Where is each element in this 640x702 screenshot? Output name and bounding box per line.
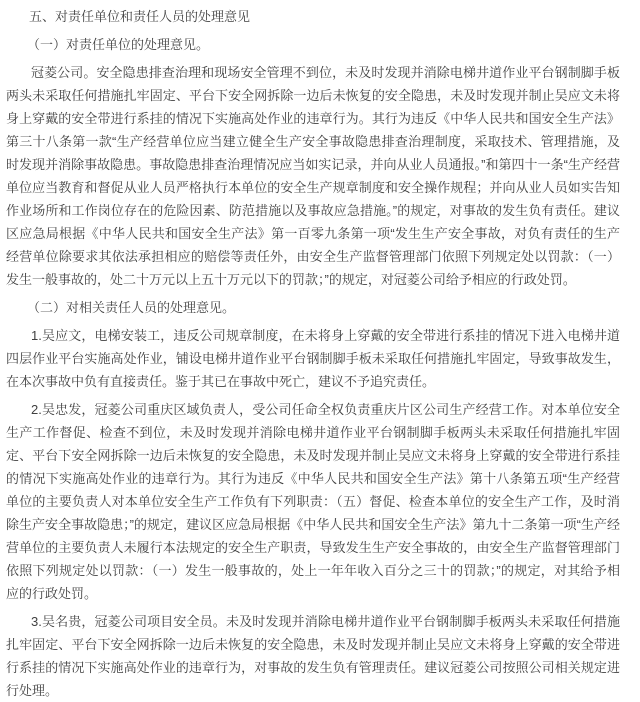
responsible-unit-paragraph: 冠菱公司。安全隐患排查治理和现场安全管理不到位，未及时发现并消除电梯井道作业平台钢制脚手板两头未采取任何措施扎牢固定、平台下安全网拆除一边后未恢复的安全隐患，未及时发现并制止吴应文未将身上穿戴的安全带进行系挂的情况下实施高处作业的违章行为。其行为违反《中华人民共和国安全生产法》第三十八条第一款“生产经营单位应当建立健全生产安全事故隐患排查治理制度，采取技术、管理措施，及时发现并消除事故隐患。事故隐患排查治理情况应当如实记录，并向从业人员通报。”和第四十一条“生产经营单位应当教育和督促从业人员严格执行本单位的安全生产规章制度和安全操作规程；并向从业人员如实告知作业场所和工作岗位存在的危险因素、防范措施以及事故应急措施。”的规定，对事故的发生负有责任。建议区应急局根据《中华人民共和国安全生产法》第一百零九条第一项“发生生产安全事故，对负有责任的生产经营单位除要求其依法承担相应的赔偿等责任外，由安全生产监督管理部门依照下列规定处以罚款：（一）发生一般事故的，处二十万元以上五十万元以下的罚款；”的规定，对冠菱公司给予相应的行政处罚。 — [6, 65, 620, 287]
subsection-persons-heading: （二）对相关责任人员的处理意见。 — [27, 300, 236, 315]
subsection-unit-heading: （一）对责任单位的处理意见。 — [27, 37, 210, 52]
responsible-person-item-2: 2.吴忠发，冠菱公司重庆区域负责人，受公司任命全权负责重庆片区公司生产经营工作。对本单位安全生产工作督促、检查不到位，未及时发现并消除电梯井道作业平台钢制脚手板两头未采取任何措施扎牢固定、平台下安全网拆除一边后未恢复的安全隐患，未及时发现并制止吴应文未将身上穿戴的安全带进行系挂的情况下实施高处作业的违章行为。其行为违反《中华人民共和国安全生产法》第十八条第五项“生产经营单位的主要负责人对本单位安全生产工作负有下列职责：（五）督促、检查本单位的安全生产工作，及时消除生产安全事故隐患；”的规定，建议区应急局根据《中华人民共和国安全生产法》第九十二条第一项“生产经营单位的主要负责人未履行本法规定的安全生产职责，导致发生生产安全事故的，由安全生产监督管理部门依照下列规定处以罚款：（一）发生一般事故的，处上一年年收入百分之三十的罚款；”的规定，对其给予相应的行政处罚。 — [6, 402, 620, 601]
section-title: 五、对责任单位和责任人员的处理意见 — [29, 9, 251, 24]
responsible-person-item-1: 1.吴应文，电梯安装工，违反公司规章制度，在未将身上穿戴的安全带进行系挂的情况下进入电梯井道四层作业平台实施高处作业，铺设电梯井道作业平台钢制脚手板未采取任何措施扎牢固定，导致事故发生，在本次事故中负有直接责任。鉴于其已在事故中死亡，建议不予追究责任。 — [6, 328, 620, 389]
responsible-person-item-3: 3.吴名贵，冠菱公司项目安全员。未及时发现并消除电梯井道作业平台钢制脚手板两头未采取任何措施扎牢固定、平台下安全网拆除一边后未恢复的安全隐患，未及时发现并制止吴应文未将身上穿戴的安全带进行系挂的情况下实施高处作业的违章行为，对事故的发生负有管理责任。建议冠菱公司按照公司相关规定进行处理。 — [6, 614, 620, 698]
